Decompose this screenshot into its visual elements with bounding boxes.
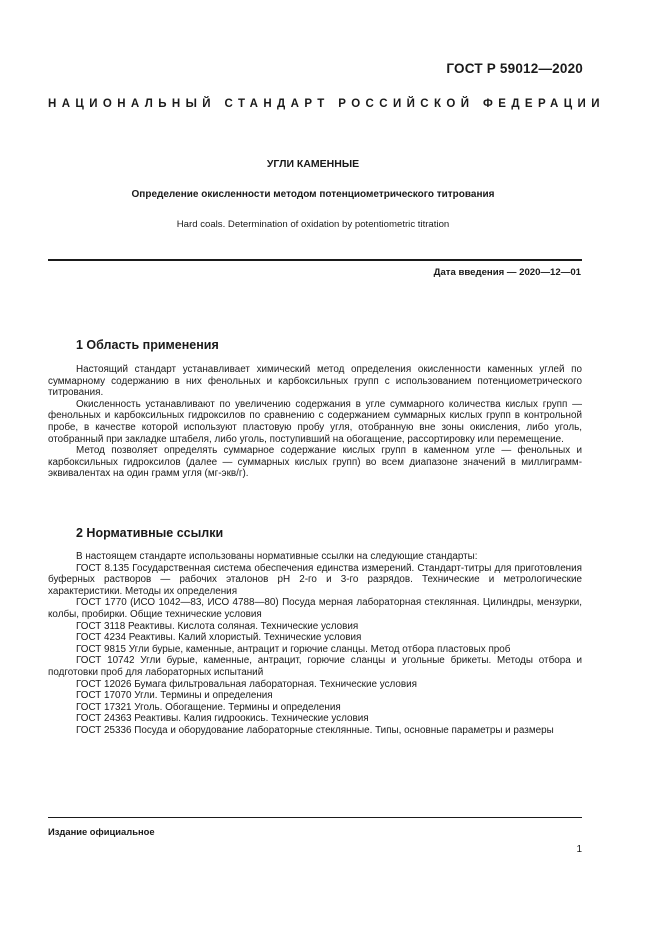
reference-item: ГОСТ 1770 (ИСО 1042—83, ИСО 4788—80) Посуда мерная лабораторная стеклянная. Цилиндры, мензурки, колбы, пробирки. Общие технические условия: [48, 597, 582, 620]
footer-divider: [48, 817, 582, 818]
references-intro: В настоящем стандарте использованы нормативные ссылки на следующие стандарты:: [76, 551, 478, 562]
document-code: ГОСТ Р 59012—2020: [446, 61, 583, 76]
official-edition-label: Издание официальное: [48, 826, 155, 837]
section-heading-normative-references: 2 Нормативные ссылки: [76, 526, 224, 540]
english-title: Hard coals. Determination of oxidation by potentiometric titration: [176, 219, 450, 230]
reference-item: ГОСТ 4234 Реактивы. Калий хлористый. Технические условия: [76, 632, 362, 644]
reference-item: ГОСТ 3118 Реактивы. Кислота соляная. Технические условия: [76, 620, 359, 632]
reference-item: ГОСТ 10742 Угли бурые, каменные, антрацит, горючие сланцы и угольные брикеты. Методы отбора и подготовки проб для лабораторных испытаний: [48, 655, 582, 678]
reference-item: ГОСТ 8.135 Государственная система обеспечения единства измерений. Стандарт-титры для приготовления буферных растворов — рабочих эталонов pH 2-го и 3-го разрядов. Технические и метрологические характеристики. Методы их определения: [48, 562, 582, 597]
document-title: УГЛИ КАМЕННЫЕ: [266, 158, 360, 170]
reference-item: ГОСТ 12026 Бумага фильтровальная лабораторная. Технические условия: [76, 678, 417, 690]
reference-item: ГОСТ 17321 Уголь. Обогащение. Термины и определения: [76, 701, 341, 713]
paragraph: Окисленность устанавливают по увеличению содержания в угле суммарного количества кислых групп — фенольных и карбоксильных гидроксилов по сравнению с содержанием суммарных кислых групп в контрольной пробе, в качестве которой используют пластовую пробу угля, отобранную вне зоны окисления, либо уголь, отобранный при закладке штабеля, либо уголь, поступивший на обогащение, рассортировку или перемещение.: [48, 398, 582, 445]
reference-item: ГОСТ 17070 Угли. Термины и определения: [76, 690, 273, 702]
page-number: 1: [576, 844, 582, 855]
reference-item: ГОСТ 24363 Реактивы. Калия гидроокись. Технические условия: [76, 713, 369, 725]
reference-item: ГОСТ 9815 Угли бурые, каменные, антрацит и горючие сланцы. Метод отбора пластовых проб: [76, 643, 511, 655]
introduction-date: Дата введения — 2020—12—01: [433, 267, 581, 278]
title-divider: [48, 259, 582, 261]
section-scope-body: [48, 364, 582, 480]
reference-item: ГОСТ 25336 Посуда и оборудование лабораторные стеклянные. Типы, основные параметры и размеры: [76, 724, 554, 736]
paragraph: Метод позволяет определять суммарное содержание кислых групп в каменном угле — фенольных и карбоксильных гидроксилов (далее — суммарных кислых групп) во всем диапазоне значений в миллиграмм-эквивалентах на один грамм угля (мг-экв/г).: [48, 445, 582, 480]
normative-references-list: [48, 551, 582, 737]
national-standard-banner: НАЦИОНАЛЬНЫЙ СТАНДАРТ РОССИЙСКОЙ ФЕДЕРАЦИИ: [48, 98, 605, 110]
document-subtitle: Определение окисленности методом потенциометрического титрования: [131, 189, 495, 200]
paragraph: Настоящий стандарт устанавливает химический метод определения окисленности каменных углей по суммарному содержанию в них фенольных и карбоксильных групп с использованием потенциометрического титрования.: [48, 364, 582, 399]
section-heading-scope: 1 Область применения: [76, 338, 219, 352]
